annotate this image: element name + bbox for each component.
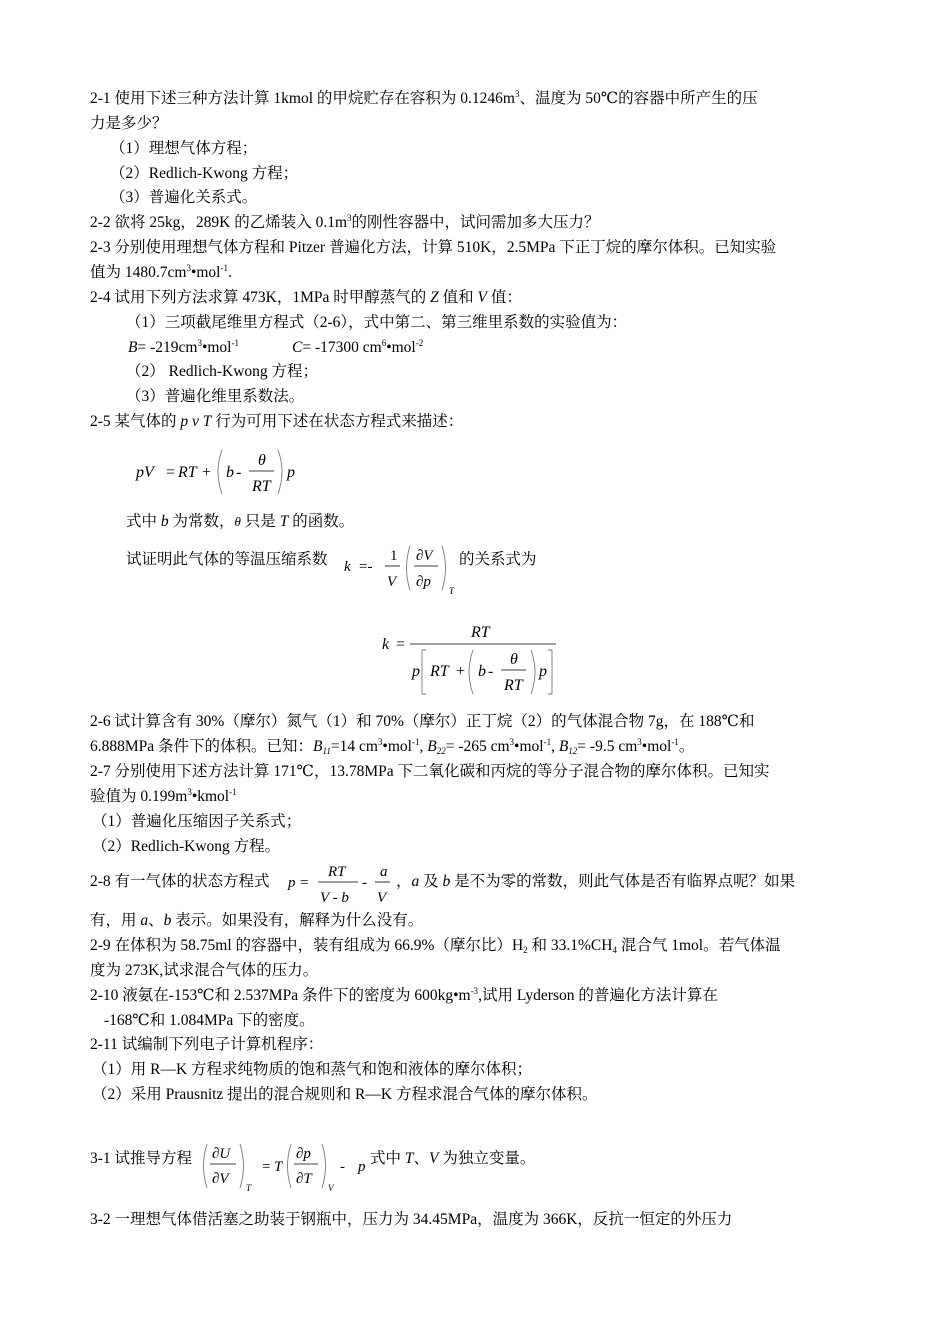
f31-left-paren-1	[204, 1144, 208, 1188]
problem-2-11: 2-11 试编制下列电子计算机程序：	[90, 1036, 324, 1053]
problem-2-7-line-2: 验值为 $0.199m^3•kmol^{-1}$	[90, 787, 237, 805]
k-dV: ∂V	[416, 548, 433, 564]
k2-right-paren	[531, 650, 535, 694]
problem-2-11-item-2: （2）采用 Prausnitz 提出的混合规则和 R—K 方程求混合气体的摩尔体积。	[92, 1086, 598, 1103]
problem-2-7-item-2: （2）Redlich-Kwong 方程。	[92, 838, 281, 855]
vdw-type-formula	[286, 858, 394, 908]
k2-p-final: p	[539, 663, 547, 680]
problem-2-1-item-2: （2）Redlich-Kwong 方程；	[110, 165, 299, 182]
f31-dp: ∂p	[296, 1146, 311, 1162]
k2-left-paren	[469, 650, 473, 694]
k2-b: b	[478, 663, 486, 680]
problem-2-5-relation-text: 的关系式为	[459, 551, 537, 568]
eq-left-paren	[218, 450, 222, 494]
problem-2-4-virial-coefficients: $B= -219cm^3•mol^{-1}$	[128, 338, 239, 356]
eq-b: b	[226, 464, 234, 481]
problem-2-7-line-1: 2-7 分别使用下述方法计算 171℃，13.78MPa 下二氧化碳和丙烷的等分子混合物的摩尔体积。已知实	[90, 763, 770, 780]
k2-right-bracket	[548, 650, 552, 694]
f31-right-paren-1	[240, 1144, 244, 1188]
equation-of-state-formula	[130, 444, 310, 500]
f31-subscript-V: V	[328, 1183, 334, 1193]
problem-2-5-prove-text: 试证明此气体的等温压缩系数	[126, 551, 328, 568]
problem-2-4-item-3: （3）普遍化维里系数法。	[126, 388, 305, 405]
k2-equals: =	[396, 636, 406, 653]
k2-numerator: RT	[471, 624, 490, 641]
k-left-paren	[407, 546, 411, 590]
problem-3-1-end: 式中 T、V 为独立变量。	[370, 1150, 536, 1167]
problem-2-10-line-2: -168℃和 1.084MPa 下的密度。	[104, 1012, 315, 1029]
compressibility-definition-formula	[340, 540, 458, 598]
problem-2-8-line-1-start: 2-8 有一气体的状态方程式	[90, 873, 270, 890]
eq-plus: +	[202, 464, 212, 481]
problem-2-4-item-2: （2） Redlich-Kwong 方程；	[126, 363, 319, 380]
k-equals-minus: =-	[359, 559, 373, 575]
k-V: V	[387, 574, 397, 590]
k2-minus: -	[488, 663, 494, 680]
problem-2-7-item-1: （1）普遍化压缩因子关系式；	[92, 813, 302, 830]
f31-minus: -	[340, 1159, 345, 1175]
problem-2-6-line-2: 6.888MPa 条件下的体积。已知：$B_{11}=14$ $cm^3•mol^{-1}$, $B_{22}= -265$ $cm^3•mol^{-1}$, $B_{12}= -9.5$ $cm^3•mol^{-1}$。	[90, 737, 695, 756]
k2-p: p	[412, 663, 420, 680]
f28-equals: =	[300, 875, 309, 891]
f31-p: p	[358, 1159, 366, 1175]
k2-theta: θ	[510, 651, 518, 668]
f28-p: p	[288, 875, 296, 891]
problem-2-3-line-2: 值为 $1480.7cm^3•mol^{-1}$.	[90, 263, 232, 281]
k2-left-bracket	[422, 650, 426, 694]
f28-denominator: V - b	[320, 890, 349, 906]
problem-3-1-start: 3-1 试推导方程	[90, 1150, 193, 1167]
problem-2-4-item-1: （1）三项截尾维里方程式（2-6），式中第二、第三维里系数的实验值为：	[126, 314, 628, 331]
problem-2-6-line-1: 2-6 试计算含有 30%（摩尔）氮气（1）和 70%（摩尔）正丁烷（2）的气体混合物 7g，在 188℃和	[90, 713, 755, 730]
k2-symbol: k	[382, 636, 390, 653]
f31-T: T	[274, 1159, 283, 1175]
problem-2-5: 2-5 某气体的 p v T 行为可用下述在状态方程式来描述：	[90, 413, 464, 430]
eq-pV: pV	[136, 464, 154, 481]
eq-theta: θ	[258, 452, 266, 469]
k-right-paren	[442, 546, 446, 590]
f31-dT: ∂T	[296, 1171, 312, 1187]
k2-plus: +	[456, 663, 466, 680]
problem-2-4-third-coefficient: C= -17300 $cm^6•mol^{-2}$	[292, 338, 424, 356]
problem-2-4: 2-4 试用下列方法求算 473K，1MPa 时甲醇蒸气的 Z 值和 V 值：	[90, 289, 522, 306]
f31-dU: ∂U	[212, 1146, 231, 1162]
problem-2-5-note: 式中 b 为常数，θ 只是 T 的函数。	[126, 513, 355, 530]
f28-minus: -	[362, 875, 367, 891]
eq-RT-denominator: RT	[252, 478, 271, 495]
compressibility-result-formula	[376, 618, 566, 698]
problem-2-9-line-2: 度为 273K,试求混合气体的压力。	[90, 962, 319, 979]
thermodynamic-equation-formula	[198, 1136, 370, 1194]
f28-RT: RT	[328, 864, 346, 880]
k2-RT: RT	[430, 663, 449, 680]
eq-right-paren	[278, 450, 282, 494]
f31-left-paren-2	[288, 1144, 292, 1188]
eq-equals: =	[166, 464, 176, 481]
problem-2-8-line-2: 有，用 a、b 表示。如果没有，解释为什么没有。	[90, 912, 424, 929]
k-symbol: k	[344, 559, 351, 575]
problem-2-2: 2-2 欲将 25kg，289K 的乙烯装入 $0.1m^3$的刚性容器中，试问需加多大压力？	[90, 213, 600, 231]
f31-dV: ∂V	[212, 1171, 229, 1187]
problem-2-1-item-3: （3）普遍化关系式。	[110, 189, 258, 206]
k2-RT-denominator: RT	[504, 677, 523, 694]
problem-2-1-item-1: （1）理想气体方程；	[110, 140, 258, 157]
f31-right-paren-2	[322, 1144, 326, 1188]
problem-2-3-line-1: 2-3 分别使用理想气体方程和 Pitzer 普遍化方法，计算 510K，2.5MPa 下正丁烷的摩尔体积。已知实验	[90, 239, 777, 256]
f28-V: V	[377, 890, 387, 906]
k-dp: ∂p	[416, 574, 431, 590]
eq-RT: RT	[178, 464, 197, 481]
f31-equals: =	[262, 1159, 271, 1175]
k-one: 1	[390, 548, 398, 564]
problem-2-1-line-1: 2-1 使用下述三种方法计算 1kmol 的甲烷贮存在容积为 $0.1246m^3$、温度为 50℃的容器中所产生的压	[90, 89, 758, 107]
problem-2-10-line-1: 2-10 液氨在-153℃和 2.537MPa 条件下的密度为 $600kg•m^{-3}$,试用 Lyderson 的普遍化方法计算在	[90, 986, 718, 1004]
eq-p: p	[287, 464, 295, 481]
f28-a: a	[380, 864, 388, 880]
problem-2-11-item-1: （1）用 R—K 方程求纯物质的饱和蒸气和饱和液体的摩尔体积；	[92, 1061, 533, 1078]
problem-2-9-line-1: 2-9 在体积为 58.75ml 的容器中，装有组成为 66.9%（摩尔比）$H_2$ 和 $33.1\%CH_4$ 混合气 1mol。若气体温	[90, 937, 781, 955]
k-subscript-T: T	[449, 586, 455, 596]
problem-2-8-line-1-end: ，a 及 b 是不为零的常数，则此气体是否有临界点呢？如果	[396, 873, 796, 890]
f31-subscript-T: T	[246, 1183, 252, 1193]
problem-2-1-line-2: 力是多少？	[90, 115, 168, 132]
problem-3-2: 3-2 一理想气体借活塞之助装于钢瓶中，压力为 34.45MPa，温度为 366K，反抗一恒定的外压力	[90, 1211, 733, 1228]
eq-minus: -	[236, 464, 242, 481]
